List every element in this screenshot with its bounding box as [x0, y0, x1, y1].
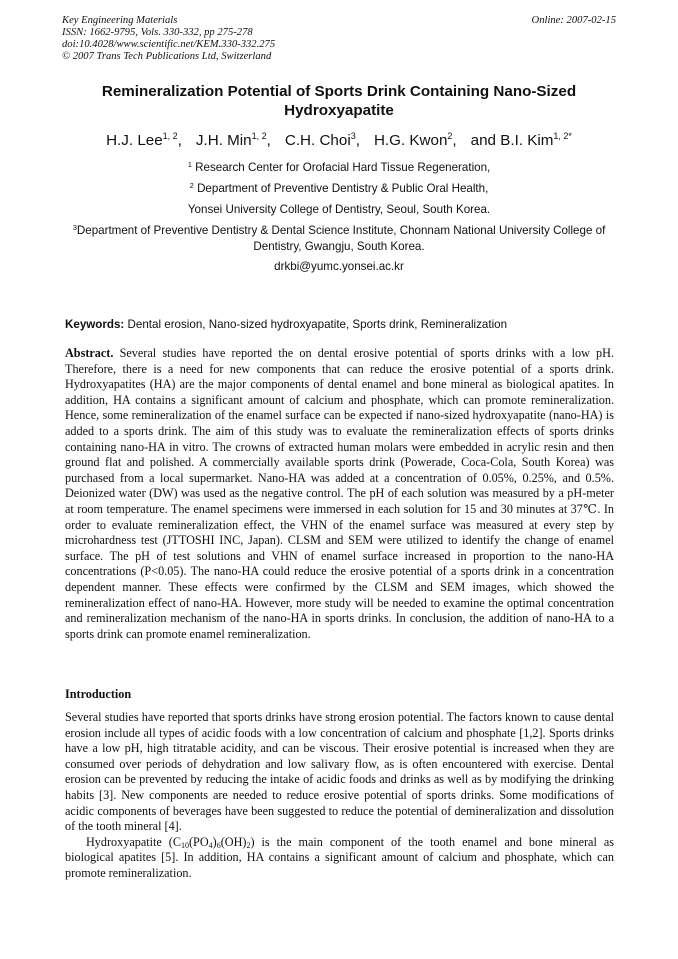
keywords-text: Dental erosion, Nano-sized hydroxyapatite, Sports drink, Remineralization	[127, 318, 508, 331]
paper-title: Remineralization Potential of Sports Drink Containing Nano-Sized Hydroxyapatite	[101, 83, 577, 119]
affiliation-2	[62, 181, 616, 197]
affiliation-2-institution: Yonsei University College of Dentistry, Seoul, South Korea.	[187, 203, 491, 216]
paragraph-text: )	[212, 834, 217, 849]
introduction-body	[65, 710, 614, 882]
introduction-paragraph	[65, 835, 614, 882]
formula-subscript: 2	[246, 840, 251, 850]
author-affiliation-mark: 1, 2*	[553, 131, 572, 141]
paragraph-text: (PO	[189, 834, 209, 849]
paragraph-text: ) is the main component of the tooth enamel and bone mineral as biological apatites [5]. In addition, HA contains a significant amount of calcium and phosphate, which can promote remineralization.	[65, 834, 614, 880]
affiliation-number: 2	[189, 181, 194, 190]
author-separator: ,	[452, 132, 457, 149]
author-affiliation-mark: 2	[447, 131, 453, 141]
journal-header	[62, 15, 422, 63]
affiliation-number: 1	[187, 160, 192, 169]
abstract-text: Several studies have reported the on dental erosive potential of sports drinks with a low pH. Therefore, there is a need for new components that can reduce the erosive potential of a sports drink. Hydroxyapatites (HA) are the major components of dental enamel and bone mineral as biological apatites. In addition, HA contains a significant amount of calcium and phosphate, which can promote remineralization. Hence, some remineralization of the enamel surface can be expected if nano-sized hydroxyapatite (nano-HA) is added to a sports drink. The aim of this study was to evaluate the remineralization effects of sports drinks containing nano-HA in vitro. The crowns of extracted human molars were embedded in acrylic resin and then ground flat and polished. A commercially available sports drink (Powerade, Coca-Cola, South Korea) was purchased from a local supermarket. Nano-HA was added at a concentration of 0.05%, 0.25%, and 0.5%. Deionized water (DW) was used as the negative control. The pH of each solution was measured by a pH-meter at room temperature. The enamel specimens were immersed in each solution for 15 and 30 minutes at 37℃. In order to evaluate remineralization effect, the VHN of the enamel surface was measured at every step by microhardness test (JTTOSHI INC, Japan). CLSM and SEM were utilized to identify the change of enamel surface. The pH of test solutions and VHN of enamel surface increased in proportion to the nano-HA concentrations (P<0.05). The nano-HA could reduce the erosive potential of a sports drink in a concentration dependent manner. These effects were confirmed by the CLSM and SEM images, which showed the remineralization effect of nano-HA. However, more study will be needed to examine the optimal concentration and remineralization mechanism of the nano-HA in sports drinks. In conclusion, the addition of nano-HA to a sports drink can promote enamel remineralization.	[65, 346, 615, 641]
keywords	[65, 317, 616, 332]
paragraph-text: (OH)	[220, 834, 247, 849]
affiliation-3	[72, 223, 606, 254]
author-separator: ,	[266, 132, 271, 149]
issn-line: ISSN: 1662-9795, Vols. 330-332, pp 275-278	[62, 27, 253, 38]
journal-name: Key Engineering Materials	[62, 15, 178, 26]
affiliation-text: Research Center for Orofacial Hard Tissue Regeneration,	[195, 161, 491, 174]
online-date: Online: 2007-02-15	[531, 15, 616, 26]
author-separator: ,	[355, 132, 360, 149]
copyright-line: © 2007 Trans Tech Publications Ltd, Switzerland	[62, 51, 272, 62]
introduction-paragraph: Several studies have reported that sports drinks have strong erosion potential. The factors known to cause dental erosion include all types of acidic foods with a low concentration of calcium and phosphate [1,2]. Sports drinks have a low pH, high titratable acidity, and can be viscous. Their erosive potential is increased when they are consumed over periods of dehydration and low salivary flow, as is often encountered with exercise. Dental erosion can be prevented by reducing the intake of acidic foods and drinks as well as by modifying the drinking habits [3]. New components are needed to reduce erosive potential of sports drinks. Some modifications of acidic components of beverages have been suggested to reduce the potential of demineralization and dissolution of the tooth mineral [4].	[65, 710, 614, 834]
author-affiliation-mark: 1, 2	[251, 131, 267, 141]
affiliation-text: Department of Preventive Dentistry & Public Oral Health,	[197, 182, 489, 195]
formula-subscript: 6	[216, 840, 221, 850]
author-separator: ,	[177, 132, 182, 149]
formula-subscript: 4	[208, 840, 213, 850]
affiliation-number: 3	[72, 223, 77, 232]
abstract	[65, 346, 614, 642]
author-name: J.H. Min	[195, 132, 252, 149]
author-affiliation-mark: 3	[350, 131, 356, 141]
keywords-label: Keywords:	[65, 318, 125, 331]
doi-line: doi:10.4028/www.scientific.net/KEM.330-332.275	[62, 39, 276, 50]
affiliation-text: Department of Preventive Dentistry & Dental Science Institute, Chonnam National University College of Dentistry, Gwangju, South Korea.	[76, 224, 606, 253]
paragraph-text: Hydroxyapatite (C	[86, 834, 181, 849]
author-name: H.J. Lee	[106, 132, 163, 149]
corresponding-email[interactable]: drkbi@yumc.yonsei.ac.kr	[274, 260, 404, 273]
section-heading-introduction: Introduction	[65, 687, 132, 701]
affiliation-1	[62, 160, 616, 176]
author-list	[62, 131, 616, 151]
author-name: C.H. Choi	[284, 132, 351, 149]
author-affiliation-mark: 1, 2	[162, 131, 178, 141]
author-name: B.I. Kim	[500, 132, 554, 149]
author-conjunction: and	[470, 132, 496, 149]
author-name: H.G. Kwon	[373, 132, 448, 149]
abstract-label: Abstract.	[65, 346, 114, 360]
formula-subscript: 10	[181, 840, 189, 850]
